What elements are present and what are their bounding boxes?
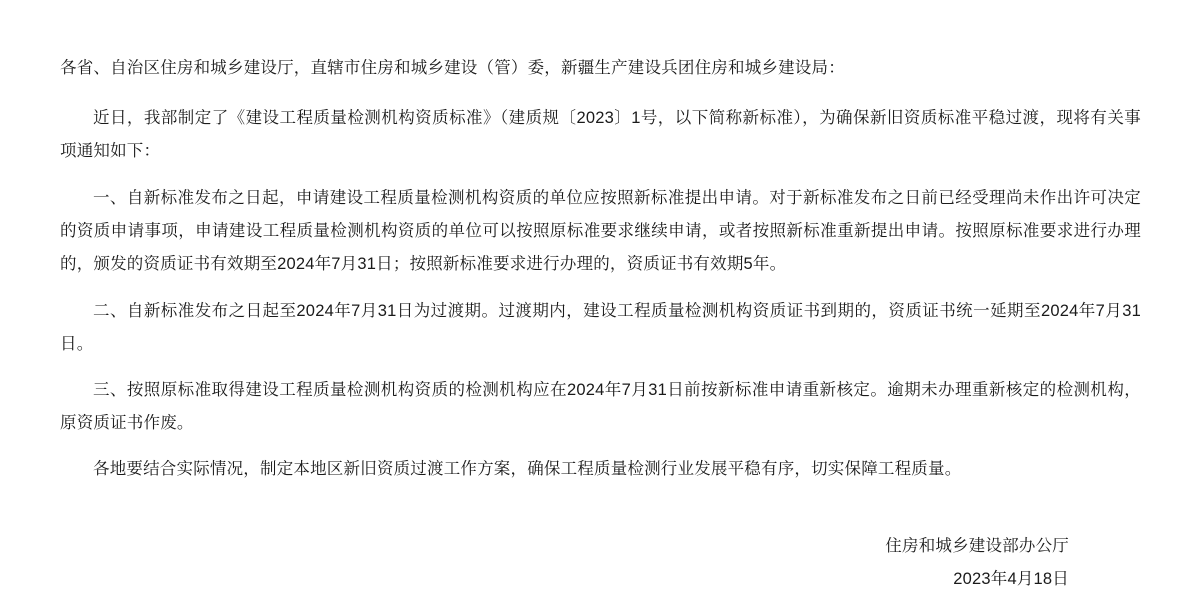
document-signature-block xyxy=(60,530,1141,596)
document-paragraph-item-2: 二、自新标准发布之日起至2024年7月31日为过渡期。过渡期内，建设工程质量检测机构资质证书到期的，资质证书统一延期至2024年7月31日。 xyxy=(60,302,1141,353)
document-paragraph-intro: 近日，我部制定了《建设工程质量检测机构资质标准》（建质规〔2023〕1号，以下简称新标准），为确保新旧资质标准平稳过渡，现将有关事项通知如下： xyxy=(60,109,1141,160)
document-paragraph-item-1: 一、自新标准发布之日起，申请建设工程质量检测机构资质的单位应按照新标准提出申请。对于新标准发布之日前已经受理尚未作出许可决定的资质申请事项，申请建设工程质量检测机构资质的单位可以按照原标准要求继续申请，或者按照新标准重新提出申请。按照原标准要求进行办理的，颁发的资质证书有效期至2024年7月31日；按照新标准要求进行办理的，资质证书有效期5年。 xyxy=(60,189,1141,273)
document-paragraph-item-3: 三、按照原标准取得建设工程质量检测机构资质的检测机构应在2024年7月31日前按新标准申请重新核定。逾期未办理重新核定的检测机构，原资质证书作废。 xyxy=(60,381,1141,432)
document-paragraph-closing: 各地要结合实际情况，制定本地区新旧资质过渡工作方案，确保工程质量检测行业发展平稳有序，切实保障工程质量。 xyxy=(93,460,962,478)
document-body xyxy=(60,52,1141,486)
document-salutation: 各省、自治区住房和城乡建设厅，直辖市住房和城乡建设（管）委，新疆生产建设兵团住房和城乡建设局： xyxy=(60,59,845,77)
signature-date: 2023年4月18日 xyxy=(953,570,1069,588)
signature-issuer: 住房和城乡建设部办公厅 xyxy=(885,537,1069,555)
